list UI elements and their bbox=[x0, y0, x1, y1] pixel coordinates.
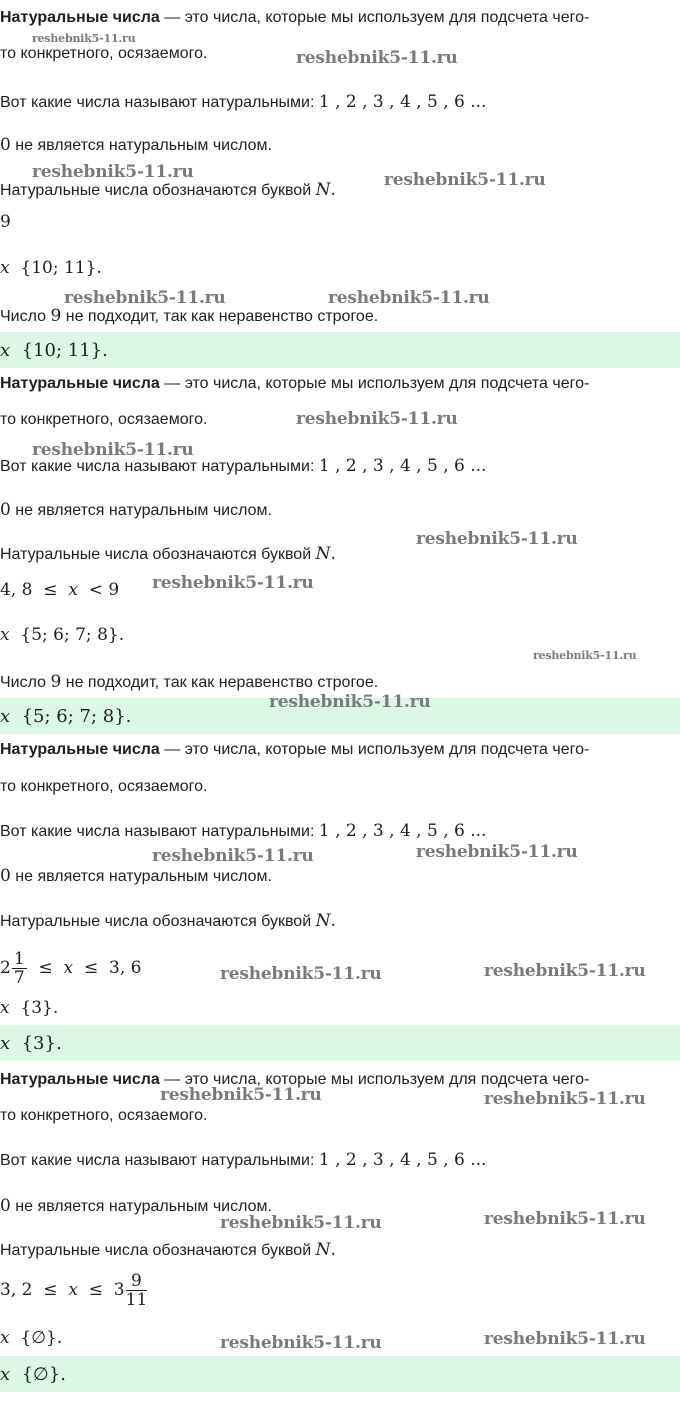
frac-den: 11 bbox=[125, 1290, 148, 1310]
definition-term: Натуральные числа bbox=[0, 9, 160, 26]
definition-line2: то конкретного, осязаемого. bbox=[0, 1107, 208, 1124]
x-var: x bbox=[0, 998, 10, 1018]
ineq-right: 3, 6 bbox=[109, 958, 142, 978]
naturals-sequence: 1 , 2 , 3 , 4 , 5 , 6 ... bbox=[318, 92, 487, 112]
denotes-line: Натуральные числа обозначаются буквой N. bbox=[0, 180, 336, 200]
ineq-left: 3, 2 bbox=[0, 1280, 33, 1300]
watermark: reshebnik5-11.ru bbox=[296, 48, 458, 68]
answer-set: {10; 11}. bbox=[21, 340, 108, 361]
watermark: reshebnik5-11.ru bbox=[32, 32, 136, 45]
x-var: x bbox=[0, 706, 11, 727]
zero-line bbox=[0, 866, 680, 887]
naturals-sequence: 1 , 2 , 3 , 4 , 5 , 6 ... bbox=[318, 821, 487, 841]
answer-set: {5; 6; 7; 8}. bbox=[21, 706, 132, 727]
definition-line1 bbox=[0, 740, 680, 760]
fraction bbox=[12, 950, 27, 987]
ineq-op2: < 9 bbox=[88, 580, 120, 600]
watermark: reshebnik5-11.ru bbox=[384, 170, 546, 190]
watermark: reshebnik5-11.ru bbox=[484, 1209, 646, 1229]
frac-num: 1 bbox=[13, 949, 25, 969]
watermark: reshebnik5-11.ru bbox=[484, 961, 646, 981]
watermark: reshebnik5-11.ru bbox=[296, 409, 458, 429]
definition-text1: — это числа, которые мы используем для подсчета чего- bbox=[159, 1071, 590, 1088]
naturals-line bbox=[0, 92, 680, 113]
zero-text: не является натуральным числом. bbox=[10, 137, 272, 154]
watermark: reshebnik5-11.ru bbox=[32, 162, 194, 182]
watermark: reshebnik5-11.ru bbox=[269, 692, 431, 712]
mixed-whole: 3 bbox=[113, 1280, 125, 1300]
watermark: reshebnik5-11.ru bbox=[484, 1089, 646, 1109]
zero-digit: 0 bbox=[0, 866, 11, 886]
denotes-text: Натуральные числа обозначаются буквой bbox=[0, 182, 316, 199]
watermark: reshebnik5-11.ru bbox=[32, 440, 194, 460]
denotes-letter: N bbox=[315, 911, 331, 931]
mixed-whole: 2 bbox=[0, 958, 11, 978]
definition-line2: то конкретного, осязаемого. bbox=[0, 411, 208, 428]
set-line-2 bbox=[0, 625, 680, 645]
naturals-sequence: 1 , 2 , 3 , 4 , 5 , 6 ... bbox=[318, 1150, 487, 1170]
set-value: {5; 6; 7; 8}. bbox=[20, 625, 125, 645]
denotes-text: Натуральные числа обозначаются буквой bbox=[0, 913, 316, 930]
frac-num: 9 bbox=[126, 1272, 148, 1291]
zero-text: не является натуральным числом. bbox=[10, 1198, 272, 1215]
watermark: reshebnik5-11.ru bbox=[533, 649, 637, 662]
watermark: reshebnik5-11.ru bbox=[152, 846, 314, 866]
denotes-line: Натуральные числа обозначаются буквой N. bbox=[0, 911, 336, 931]
x-var: x bbox=[0, 1364, 11, 1385]
strict-digit: 9 bbox=[50, 306, 62, 326]
definition-term: Натуральные числа bbox=[0, 375, 160, 392]
watermark: reshebnik5-11.ru bbox=[152, 573, 314, 593]
x-var: x bbox=[68, 1280, 78, 1300]
watermark: reshebnik5-11.ru bbox=[416, 842, 578, 862]
zero-text: не является натуральным числом. bbox=[10, 502, 272, 519]
definition-text1: — это числа, которые мы используем для подсчета чего- bbox=[159, 375, 590, 392]
watermark: reshebnik5-11.ru bbox=[484, 1329, 646, 1349]
answer-line-1 bbox=[0, 340, 108, 361]
answer-set: {∅}. bbox=[21, 1364, 66, 1385]
set-value: {3}. bbox=[20, 998, 59, 1018]
definition-term: Натуральные числа bbox=[0, 1071, 160, 1088]
set-line-1 bbox=[0, 258, 680, 278]
definition-text1: — это числа, которые мы используем для подсчета чего- bbox=[159, 9, 590, 26]
watermark: reshebnik5-11.ru bbox=[416, 529, 578, 549]
watermark: reshebnik5-11.ru bbox=[220, 1333, 382, 1353]
set-line-3 bbox=[0, 998, 680, 1018]
ineq-left: 4, 8 bbox=[0, 580, 33, 600]
zero-digit: 0 bbox=[0, 1196, 11, 1216]
inequality-2 bbox=[0, 580, 680, 600]
naturals-sequence: 1 , 2 , 3 , 4 , 5 , 6 ... bbox=[318, 456, 487, 476]
zero-digit: 0 bbox=[0, 500, 11, 520]
definition-line1 bbox=[0, 8, 680, 28]
strict-text-a: Число bbox=[0, 308, 51, 325]
definition-text1: — это числа, которые мы используем для подсчета чего- bbox=[159, 741, 590, 758]
denotes-line: Натуральные числа обозначаются буквой N. bbox=[0, 544, 336, 564]
watermark: reshebnik5-11.ru bbox=[160, 1085, 322, 1105]
answer-line-3 bbox=[0, 1033, 62, 1054]
denotes-letter: N bbox=[315, 1240, 331, 1260]
watermark: reshebnik5-11.ru bbox=[220, 1213, 382, 1233]
naturals-intro: Вот какие числа называют натуральными: bbox=[0, 823, 319, 840]
definition-line2: то конкретного, осязаемого. bbox=[0, 45, 208, 62]
zero-line bbox=[0, 500, 680, 521]
naturals-intro: Вот какие числа называют натуральными: bbox=[0, 1152, 319, 1169]
x-var: x bbox=[0, 1328, 10, 1348]
inequality-4 bbox=[0, 1268, 680, 1312]
naturals-intro: Вот какие числа называют натуральными: bbox=[0, 458, 319, 475]
zero-line bbox=[0, 135, 680, 156]
x-var: x bbox=[0, 1033, 11, 1054]
denotes-text: Натуральные числа обозначаются буквой bbox=[0, 546, 316, 563]
ineq-op2: ≤ bbox=[83, 958, 99, 978]
naturals-intro: Вот какие числа называют натуральными: bbox=[0, 94, 319, 111]
definition-term: Натуральные числа bbox=[0, 741, 160, 758]
x-var: x bbox=[0, 625, 10, 645]
x-var: x bbox=[0, 258, 10, 278]
answer-line-2 bbox=[0, 706, 131, 727]
watermark: reshebnik5-11.ru bbox=[64, 288, 226, 308]
set-value: {10; 11}. bbox=[20, 258, 102, 278]
naturals-line bbox=[0, 1150, 680, 1171]
frac-den: 7 bbox=[13, 968, 25, 988]
strict-text-b: не подходит, так как неравенство строгое. bbox=[61, 308, 379, 325]
answer-box-1 bbox=[0, 332, 680, 368]
definition-line1 bbox=[0, 1070, 680, 1090]
set-value: {∅}. bbox=[20, 1328, 63, 1348]
ineq-op2: ≤ bbox=[88, 1280, 103, 1300]
answer-set: {3}. bbox=[21, 1033, 62, 1054]
denotes-letter: N bbox=[315, 544, 331, 564]
answer-line-4 bbox=[0, 1364, 66, 1385]
fraction bbox=[126, 1272, 148, 1309]
strict-text-b: не подходит, так как неравенство строгое. bbox=[61, 674, 379, 691]
inequality-1: 9 bbox=[0, 212, 11, 232]
zero-digit: 0 bbox=[0, 135, 11, 155]
denotes-letter: N bbox=[315, 180, 331, 200]
watermark: reshebnik5-11.ru bbox=[220, 964, 382, 984]
zero-text: не является натуральным числом. bbox=[10, 868, 272, 885]
answer-box-3 bbox=[0, 1025, 680, 1061]
naturals-line bbox=[0, 821, 680, 842]
ineq-op1: ≤ bbox=[43, 1280, 58, 1300]
strict-digit: 9 bbox=[50, 672, 62, 692]
x-var: x bbox=[68, 580, 78, 600]
watermark: reshebnik5-11.ru bbox=[328, 288, 490, 308]
denotes-text: Натуральные числа обозначаются буквой bbox=[0, 1242, 316, 1259]
denotes-line: Натуральные числа обозначаются буквой N. bbox=[0, 1240, 336, 1260]
x-var: x bbox=[63, 958, 74, 978]
answer-box-4 bbox=[0, 1356, 680, 1392]
strict-line-1 bbox=[0, 306, 680, 327]
definition-line1 bbox=[0, 374, 680, 394]
ineq-op1: ≤ bbox=[43, 580, 58, 600]
strict-line-2 bbox=[0, 672, 680, 693]
x-var: x bbox=[0, 340, 11, 361]
strict-text-a: Число bbox=[0, 674, 51, 691]
ineq-op1: ≤ bbox=[38, 958, 53, 978]
definition-line2: то конкретного, осязаемого. bbox=[0, 778, 208, 795]
